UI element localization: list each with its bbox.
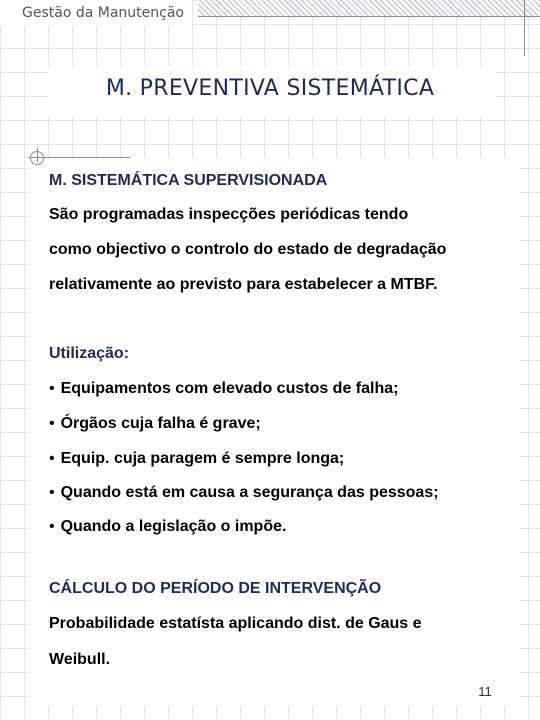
paragraph-line: São programadas inspecções periódicas tendo	[49, 206, 409, 223]
bullet-item	[49, 518, 286, 536]
bullet-text: Quando está em causa a segurança das pessoas;	[60, 484, 439, 501]
bullet-text: Quando a legislação o impõe.	[60, 518, 287, 535]
header-label: Gestão da Manutenção	[0, 0, 192, 26]
calc-line: Probabilidade estatísta aplicando dist. de Gaus e	[49, 615, 422, 632]
subheading: M. SISTEMÁTICA SUPERVISIONADA	[49, 172, 328, 189]
bullet-item	[49, 415, 261, 433]
page-number: 11	[478, 684, 492, 699]
paragraph-line: relativamente ao previsto para estabelecer a MTBF.	[49, 276, 438, 293]
header-hatch-bar	[198, 0, 540, 17]
paragraph-line: como objectivo o controlo do estado de degradação	[49, 241, 447, 258]
bullet-item	[49, 450, 344, 468]
bullet-text: Órgãos cuja falha é grave;	[60, 415, 261, 432]
bullet-item	[49, 484, 439, 502]
bullet-text: Equip. cuja paragem é sempre longa;	[60, 450, 345, 467]
decorative-circle-icon	[30, 151, 44, 165]
header-divider-line	[524, 0, 525, 56]
bullet-icon: •	[49, 415, 55, 432]
calc-heading: CÁLCULO DO PERÍODO DE INTERVENÇÃO	[49, 580, 382, 597]
bullet-text: Equipamentos com elevado custos de falha;	[60, 380, 399, 397]
bullet-icon: •	[49, 450, 55, 467]
calc-line: Weibull.	[49, 651, 111, 668]
bullet-icon: •	[49, 484, 55, 501]
bullet-icon: •	[49, 380, 55, 397]
slide-title: M. PREVENTIVA SISTEMÁTICA	[105, 76, 435, 101]
usage-label: Utilização:	[49, 345, 130, 362]
bullet-item	[49, 380, 398, 398]
bullet-icon: •	[49, 518, 55, 535]
